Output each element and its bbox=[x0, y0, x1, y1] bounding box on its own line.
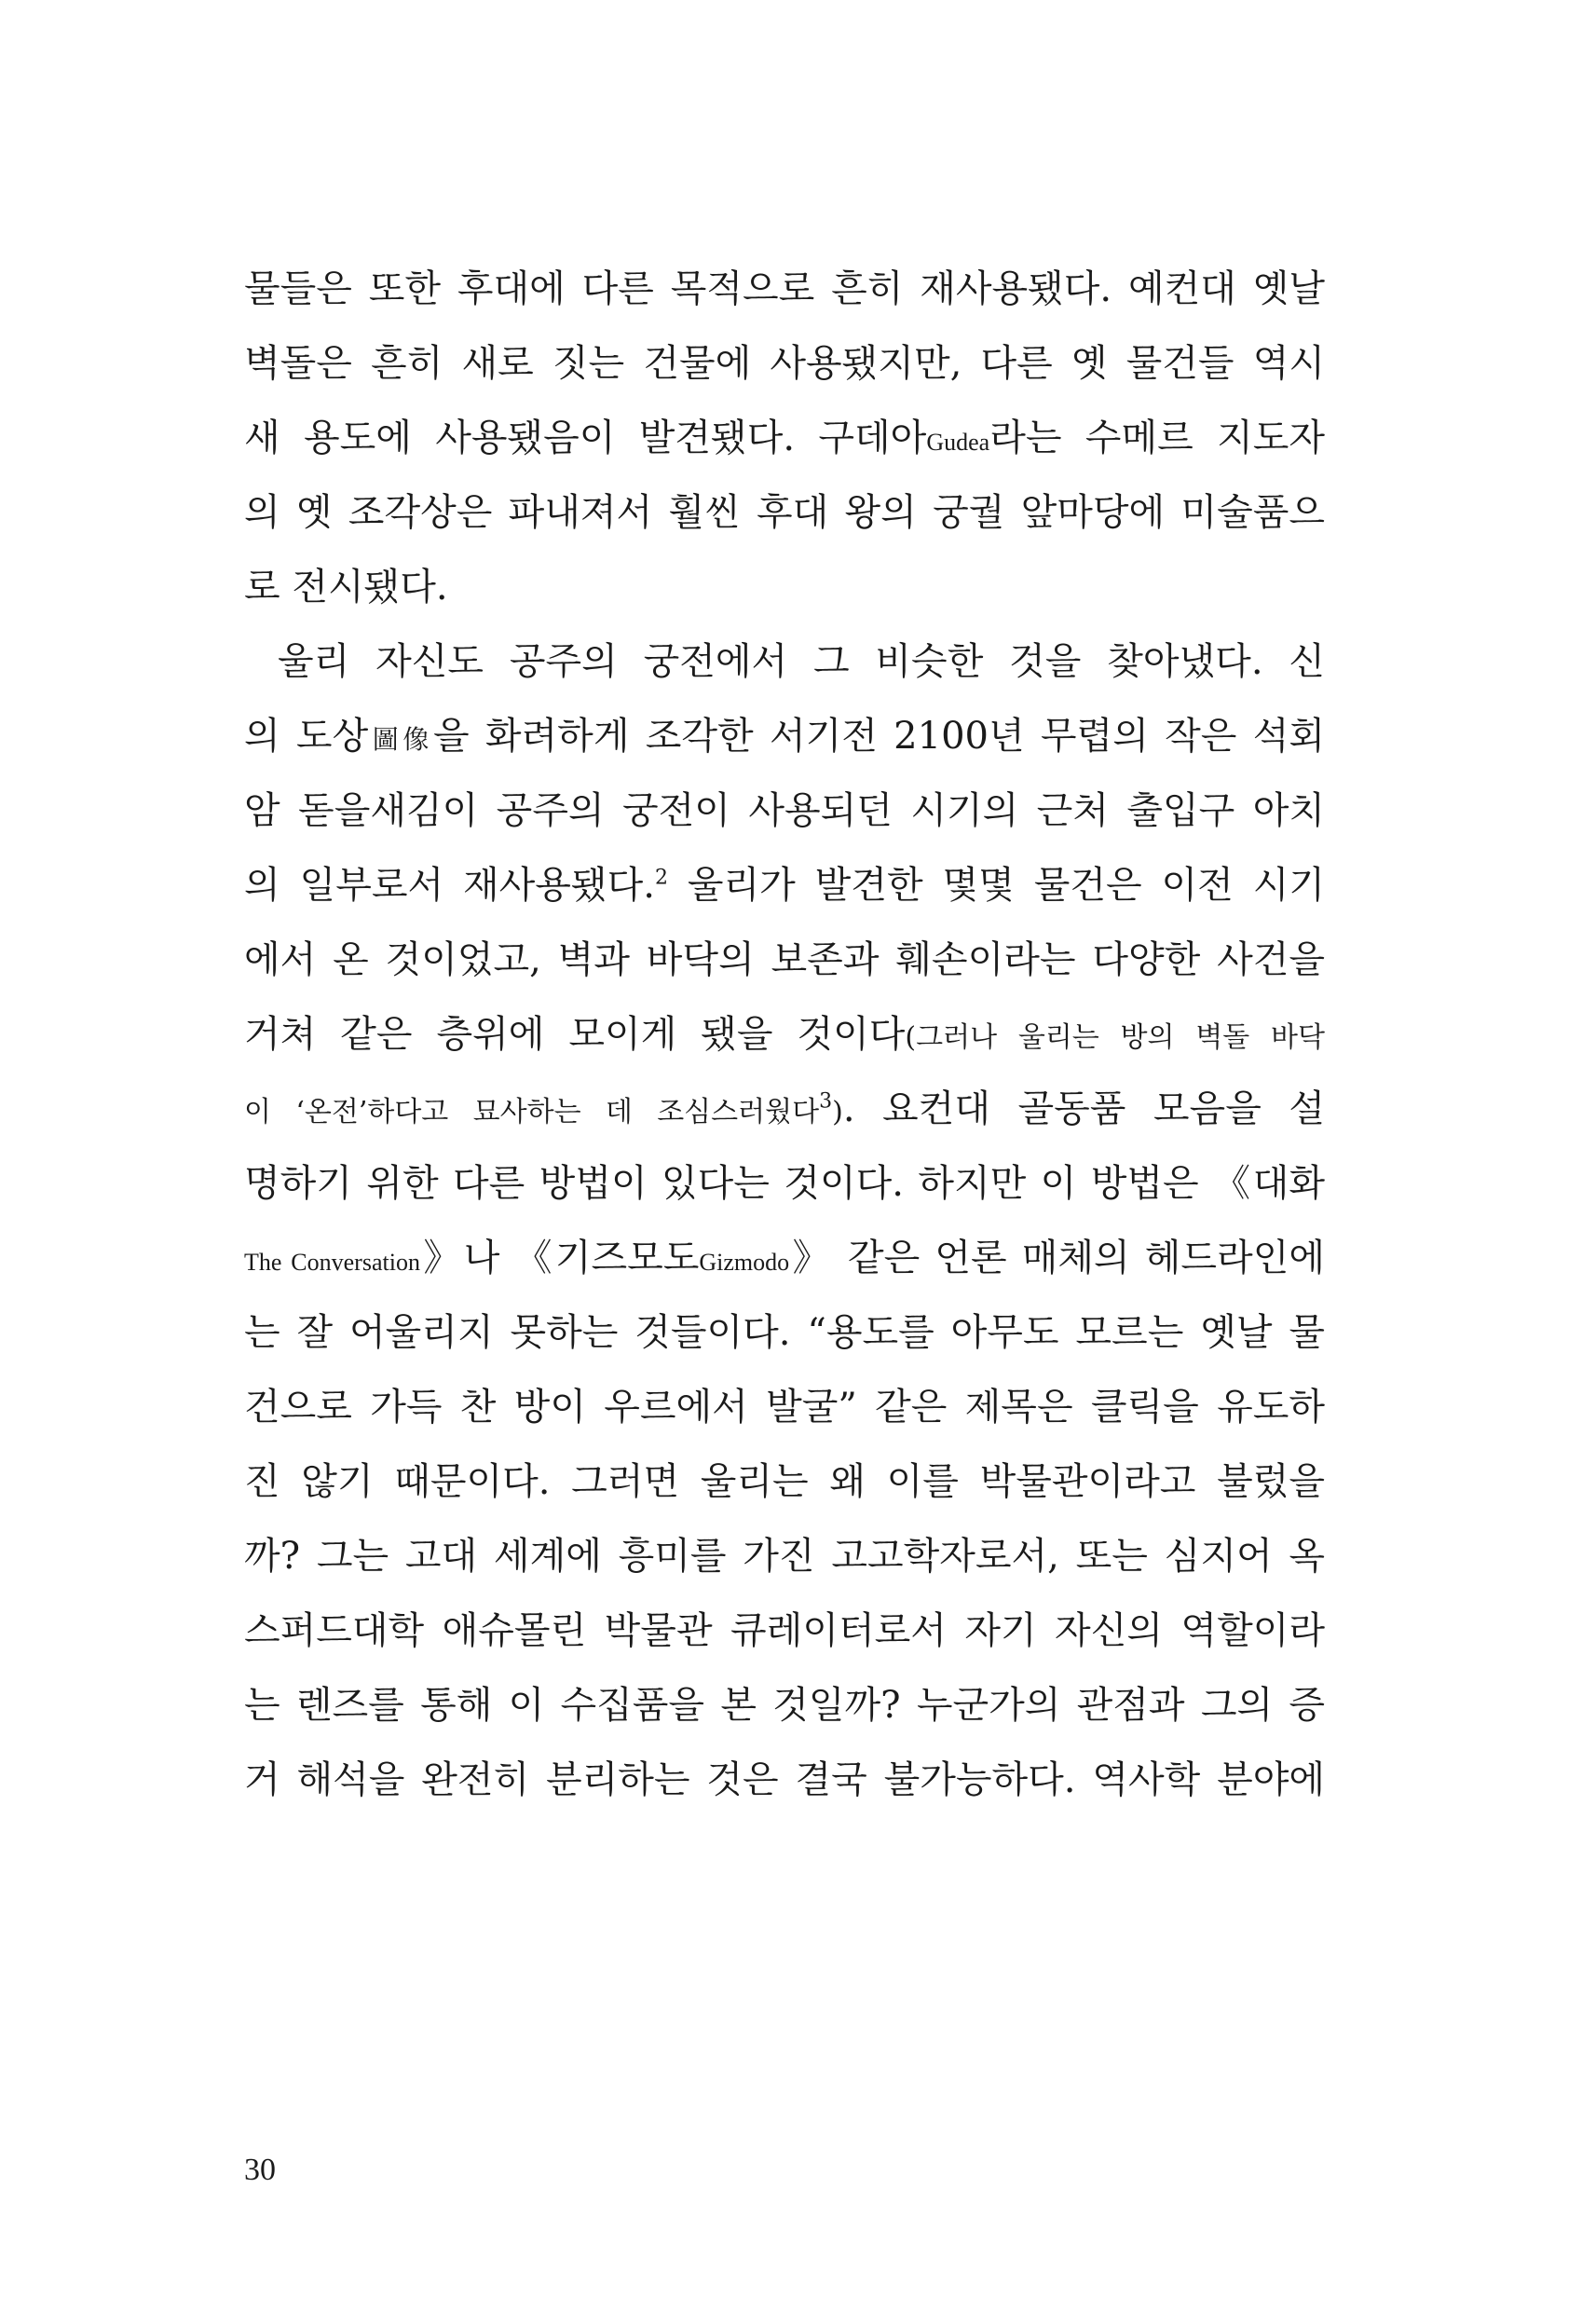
text-span: 圖像 bbox=[368, 724, 433, 755]
text-span: Gudea bbox=[926, 429, 990, 456]
text-line: 에서 온 것이었고, 벽과 바닥의 보존과 훼손이라는 다양한 사건을 bbox=[244, 938, 1325, 981]
text-line: 의 옛 조각상은 파내져서 훨씬 후대 왕의 궁궐 앞마당에 미술품으 bbox=[244, 491, 1325, 534]
text-line bbox=[244, 1221, 1325, 1295]
text-span: 을 화려하게 조각한 서기전 2100년 무렵의 작은 석회 bbox=[432, 715, 1325, 758]
text-line: 암 돋을새김이 공주의 궁전이 사용되던 시기의 근처 출입구 아치 bbox=[244, 789, 1325, 832]
text-line: 까? 그는 고대 세계에 흥미를 가진 고고학자로서, 또는 심지어 옥 bbox=[244, 1535, 1325, 1578]
footnote-marker: 2 bbox=[654, 866, 668, 890]
body-text bbox=[244, 252, 1325, 1817]
text-line bbox=[244, 848, 1325, 923]
text-span: (그러나 울리는 방의 벽돌 바닥 bbox=[905, 1021, 1325, 1054]
text-span: 》 같은 언론 매체의 헤드라인에 bbox=[789, 1237, 1325, 1279]
text-line: 거 해석을 완전히 분리하는 것은 결국 불가능하다. 역사학 분야에 bbox=[244, 1758, 1325, 1801]
text-line: 로 전시됐다. bbox=[244, 566, 448, 609]
text-line bbox=[244, 997, 1325, 1072]
text-span: 의 도상 bbox=[244, 715, 369, 758]
text-line: 건으로 가득 찬 방이 우르에서 발굴” 같은 제목은 클릭을 유도하 bbox=[244, 1386, 1325, 1429]
text-span: 의 일부로서 재사용됐다. bbox=[244, 864, 655, 907]
text-line bbox=[244, 699, 1325, 773]
text-line: 벽돌은 흔히 새로 짓는 건물에 사용됐지만, 다른 옛 물건들 역시 bbox=[244, 342, 1325, 385]
page-number: 30 bbox=[244, 2153, 276, 2187]
text-line bbox=[244, 1072, 1325, 1146]
text-line: 는 잘 어울리지 못하는 것들이다. “용도를 아무도 모르는 옛날 물 bbox=[244, 1311, 1325, 1354]
text-span: The Conversation bbox=[244, 1249, 420, 1276]
text-span: 》나 《기즈모도 bbox=[419, 1237, 700, 1279]
text-line: 는 렌즈를 통해 이 수집품을 본 것일까? 누군가의 관점과 그의 증 bbox=[244, 1684, 1325, 1727]
text-line: 물들은 또한 후대에 다른 목적으로 흔히 재사용됐다. 예컨대 옛날 bbox=[244, 267, 1325, 310]
text-span: 라는 수메르 지도자 bbox=[989, 417, 1325, 459]
text-line bbox=[244, 401, 1325, 475]
text-span: 거쳐 같은 층위에 모이게 됐을 것이다 bbox=[244, 1013, 906, 1056]
text-span: 새 용도에 사용됐음이 발견됐다. 구데아 bbox=[244, 417, 927, 459]
footnote-marker: 3 bbox=[819, 1089, 833, 1114]
text-span: . 요컨대 골동품 모음을 설 bbox=[842, 1087, 1325, 1130]
text-line: 명하기 위한 다른 방법이 있다는 것이다. 하지만 이 방법은 《대화 bbox=[244, 1162, 1325, 1205]
text-span: 울리가 발견한 몇몇 물건은 이전 시기 bbox=[667, 864, 1325, 907]
text-line: 울리 자신도 공주의 궁전에서 그 비슷한 것을 찾아냈다. 신 bbox=[278, 640, 1325, 683]
text-span: Gizmodo bbox=[699, 1249, 790, 1276]
text-line: 스퍼드대학 애슈몰린 박물관 큐레이터로서 자기 자신의 역할이라 bbox=[244, 1609, 1325, 1652]
text-span: 이 ‘온전’하다고 묘사하는 데 조심스러웠다 bbox=[244, 1096, 820, 1128]
text-line: 진 않기 때문이다. 그러면 울리는 왜 이를 박물관이라고 불렀을 bbox=[244, 1460, 1325, 1503]
text-span: ) bbox=[832, 1096, 843, 1128]
